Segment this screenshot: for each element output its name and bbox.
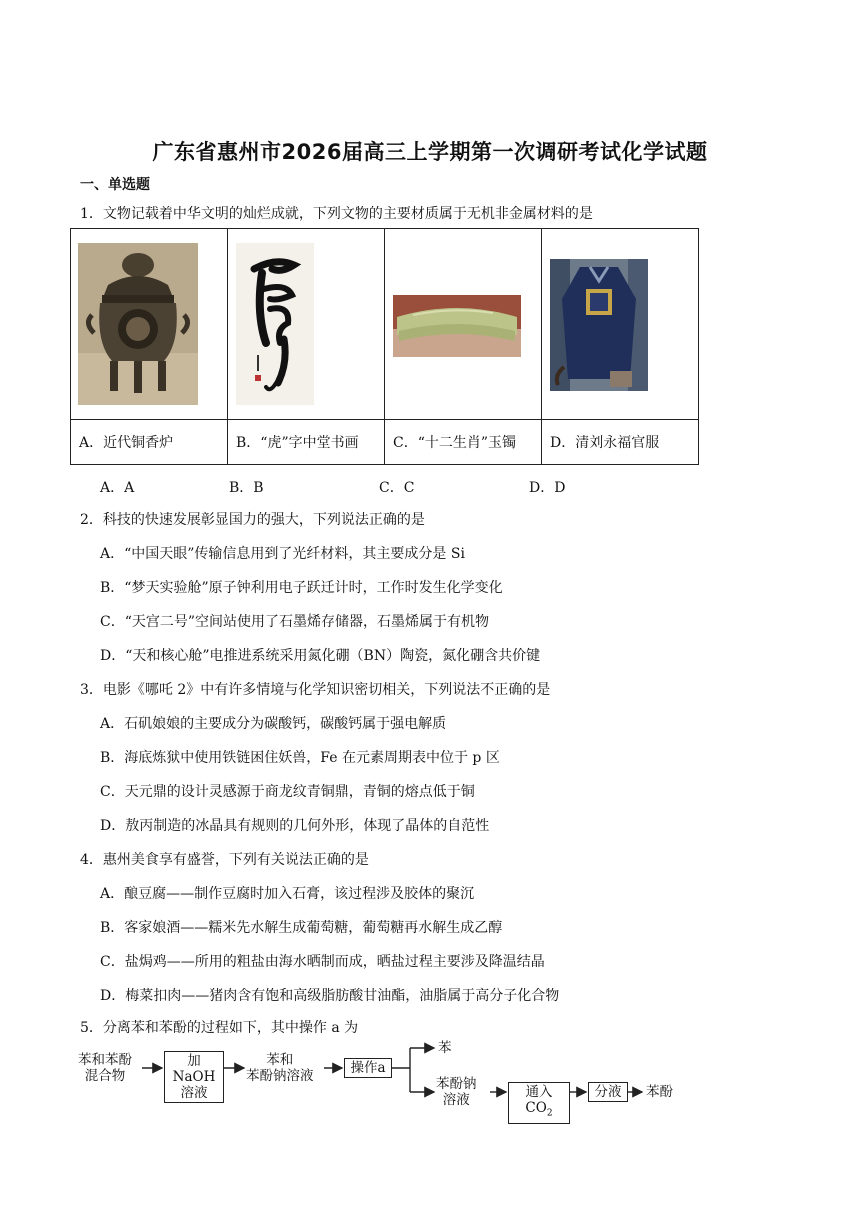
operation-a-box: 操作a [344,1058,392,1078]
relic-d-caption: D．清刘永福官服 [542,420,699,465]
flow-output-benzene: 苯 [438,1040,452,1056]
q3-option-b[interactable]: B．海底炼狱中使用铁链困住妖兽，Fe 在元素周期表中位于 p 区 [100,750,500,766]
q2-option-d[interactable]: D．“天和核心舱”电推进系统采用氮化硼（BN）陶瓷，氮化硼含共价键 [100,648,541,664]
relic-c-caption: C．“十二生肖”玉镯 [385,420,542,465]
relic-a-caption: A．近代铜香炉 [71,420,228,465]
question-1-stem: 1．文物记载着中华文明的灿烂成就，下列文物的主要材质属于无机非金属材料的是 [80,206,593,222]
step-co2-box [508,1082,570,1124]
jade-bracelet-image [393,295,521,357]
flow-start-line1: 苯和苯酚 [78,1052,132,1068]
q1-choice-a[interactable]: A．A [100,480,135,496]
relic-b-caption: B．“虎”字中堂书画 [228,420,385,465]
step-add-naoh-box [164,1051,224,1103]
flow-intermediate [246,1052,314,1084]
q1-choice-d[interactable]: D．D [529,480,566,496]
q3-option-a[interactable]: A．石矶娘娘的主要成分为碳酸钙，碳酸钙属于强电解质 [100,716,447,732]
step-co2-label: 通入CO [525,1084,553,1116]
q4-option-b[interactable]: B．客家娘酒——糯米先水解生成葡萄糖，葡萄糖再水解生成乙醇 [100,920,503,936]
question-5-stem: 5．分离苯和苯酚的过程如下，其中操作 a 为 [80,1020,359,1036]
flow-output-phenolate [436,1076,477,1108]
q4-option-d[interactable]: D．梅菜扣肉——猪肉含有饱和高级脂肪酸甘油酯，油脂属于高分子化合物 [100,988,560,1004]
q2-option-b[interactable]: B．“梦天实验舱”原子钟利用电子跃迁计时，工作时发生化学变化 [100,580,503,596]
q2-option-a[interactable]: A．“中国天眼”传输信息用到了光纤材料，其主要成分是 Si [100,546,465,562]
q4-option-a[interactable]: A．酿豆腐——制作豆腐时加入石膏，该过程涉及胶体的聚沉 [100,886,475,902]
relics-table [70,228,699,465]
flow-output-phenolate-line1: 苯酚钠 [436,1076,477,1092]
q4-option-c[interactable]: C．盐焗鸡——所用的粗盐由海水晒制而成，晒盐过程主要涉及降温结晶 [100,954,545,970]
flow-product-phenol: 苯酚 [646,1084,673,1100]
flow-output-phenolate-line2: 溶液 [442,1092,470,1108]
relic-b-cell [228,229,385,420]
step-co2-subscript: 2 [546,1108,553,1119]
official-robe-image [550,259,648,391]
tiger-calligraphy-image [236,243,314,405]
separation-flowchart [76,1038,686,1118]
question-3-stem: 3．电影《哪吒 2》中有许多情境与化学知识密切相关，下列说法不正确的是 [80,682,551,698]
question-2-stem: 2．科技的快速发展彰显国力的强大，下列说法正确的是 [80,512,425,528]
question-4-stem: 4．惠州美食享有盛誉，下列有关说法正确的是 [80,852,369,868]
step-separate-box: 分液 [588,1082,628,1102]
flow-start-line2: 混合物 [84,1068,126,1084]
flow-intermediate-line1: 苯和 [266,1052,294,1068]
relic-c-cell [385,229,542,420]
relic-d-cell [542,229,699,420]
flow-start [78,1052,132,1084]
relic-a-cell [71,229,228,420]
q3-option-c[interactable]: C．天元鼎的设计灵感源于商龙纹青铜鼎，青铜的熔点低于铜 [100,784,475,800]
flow-intermediate-line2: 苯酚钠溶液 [246,1068,314,1084]
step-add-naoh-line2: 溶液 [180,1085,208,1101]
page-title: 广东省惠州市2026届高三上学期第一次调研考试化学试题 [152,140,708,164]
bronze-censer-image [78,243,198,405]
q1-choice-b[interactable]: B．B [229,480,264,496]
q3-option-d[interactable]: D．敖丙制造的冰晶具有规则的几何外形，体现了晶体的自范性 [100,818,490,834]
section-heading: 一、单选题 [80,177,150,193]
q2-option-c[interactable]: C．“天宫二号”空间站使用了石墨烯存储器，石墨烯属于有机物 [100,614,490,630]
step-add-naoh-line1: 加NaOH [172,1053,216,1085]
q1-choice-c[interactable]: C．C [379,480,415,496]
